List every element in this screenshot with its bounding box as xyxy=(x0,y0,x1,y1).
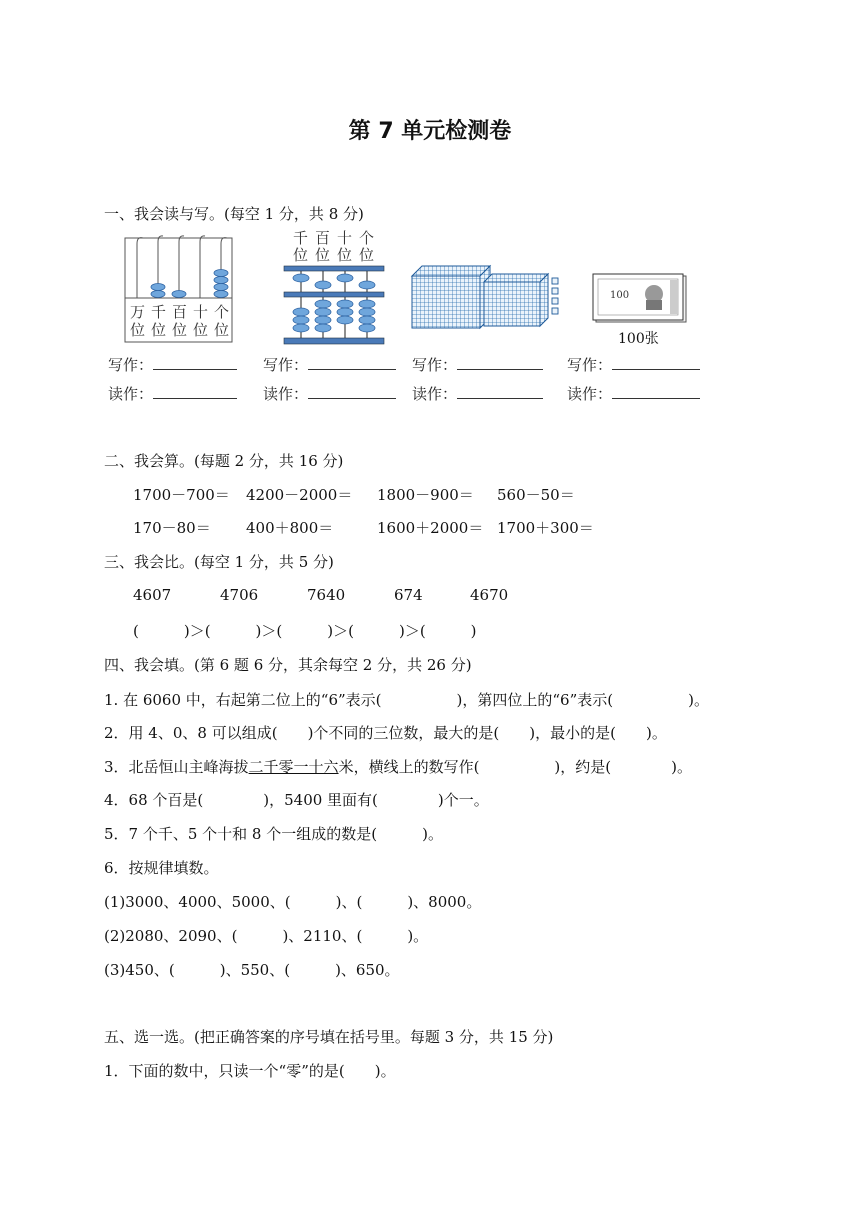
calc-item: 400＋800＝ xyxy=(246,519,334,537)
calc-item: 1700＋300＝ xyxy=(497,519,594,537)
read-answer-blank[interactable] xyxy=(612,384,700,399)
abacus2-label-shi: 十 xyxy=(337,229,353,247)
page-title: 第 7 单元检测卷 xyxy=(348,119,512,144)
read-label: 读作： xyxy=(412,385,458,403)
section3-heading: 三、我会比。(每空 1 分，共 5 分) xyxy=(104,553,334,571)
fill-question-6: 6．按规律填数。 xyxy=(104,859,219,877)
abacus2-label-wei: 位 xyxy=(293,246,309,264)
compare-number: 7640 xyxy=(307,586,346,604)
abacus1-label-wei: 位 xyxy=(172,321,188,339)
abacus2-label-wei: 位 xyxy=(359,246,375,264)
compare-number: 4706 xyxy=(220,586,259,604)
abacus1-label-bai: 百 xyxy=(172,303,188,321)
fill-question-1: 1. 在 6060 中，右起第二位上的“6”表示( )，第四位上的“6”表示( )。 xyxy=(104,691,709,709)
abacus1-label-wei: 位 xyxy=(151,321,167,339)
calc-item: 1600＋2000＝ xyxy=(377,519,484,537)
section4-heading: 四、我会填。(第 6 题 6 分，其余每空 2 分，共 26 分) xyxy=(104,656,472,674)
abacus1-label-shi: 十 xyxy=(193,303,209,321)
write-answer-blank[interactable] xyxy=(308,355,396,370)
banknote-value: 100 xyxy=(610,290,630,301)
section5-heading: 五、选一选。(把正确答案的序号填在括号里。每题 3 分，共 15 分) xyxy=(104,1028,554,1046)
pattern-item-3: (3)450、( )、550、( )、650。 xyxy=(104,961,400,979)
section1-heading: 一、我会读与写。(每空 1 分，共 8 分) xyxy=(104,205,364,223)
abacus-figure-2 xyxy=(280,228,390,346)
abacus1-label-wei: 位 xyxy=(130,321,146,339)
abacus2-label-qian: 千 xyxy=(293,229,309,247)
calc-item: 1800－900＝ xyxy=(377,486,474,504)
abacus2-label-ge: 个 xyxy=(359,229,375,247)
fill-question-3-pre: 3．北岳恒山主峰海拔 xyxy=(104,758,249,776)
read-answer-blank[interactable] xyxy=(457,384,543,399)
read-answer-blank[interactable] xyxy=(153,384,237,399)
abacus1-label-wei: 位 xyxy=(214,321,230,339)
pattern-item-1: (1)3000、4000、5000、( )、( )、8000。 xyxy=(104,893,482,911)
pattern-item-2: (2)2080、2090、( )、2110、( )。 xyxy=(104,927,429,945)
place-value-blocks-figure xyxy=(408,262,568,330)
fill-question-5: 5．7 个千、5 个十和 8 个一组成的数是( )。 xyxy=(104,825,443,843)
read-answer-blank[interactable] xyxy=(308,384,396,399)
banknote-stack-figure xyxy=(590,270,690,326)
fill-question-3-post: 米，横线上的数写作( )，约是( )。 xyxy=(338,758,692,776)
abacus2-label-wei: 位 xyxy=(315,246,331,264)
abacus1-label-qian: 千 xyxy=(151,303,167,321)
compare-number: 674 xyxy=(394,586,423,604)
calc-item: 560－50＝ xyxy=(497,486,575,504)
choice-question-1: 1．下面的数中，只读一个“零”的是( )。 xyxy=(104,1062,396,1080)
abacus1-label-ge: 个 xyxy=(214,303,230,321)
fill-question-4: 4．68 个百是( )，5400 里面有( )个一。 xyxy=(104,791,489,809)
write-label: 写作： xyxy=(263,356,309,374)
read-label: 读作： xyxy=(108,385,154,403)
read-label: 读作： xyxy=(567,385,613,403)
read-label: 读作： xyxy=(263,385,309,403)
section2-heading: 二、我会算。(每题 2 分，共 16 分) xyxy=(104,452,344,470)
write-answer-blank[interactable] xyxy=(153,355,237,370)
fill-question-2: 2．用 4、0、8 可以组成( )个不同的三位数，最大的是( )，最小的是( )。 xyxy=(104,724,667,742)
fill-question-3-underlined: 二千零一十六 xyxy=(248,758,339,776)
fill-question-3 xyxy=(104,756,692,777)
banknote-caption: 100张 xyxy=(618,331,659,347)
abacus-figure-1 xyxy=(118,230,240,344)
compare-answer-row[interactable]: ( )＞( )＞( )＞( )＞( ) xyxy=(133,622,477,640)
compare-number: 4670 xyxy=(470,586,509,604)
write-answer-blank[interactable] xyxy=(612,355,700,370)
abacus2-label-wei: 位 xyxy=(337,246,353,264)
calc-item: 170－80＝ xyxy=(133,519,211,537)
write-label: 写作： xyxy=(567,356,613,374)
abacus2-label-bai: 百 xyxy=(315,229,331,247)
compare-number: 4607 xyxy=(133,586,172,604)
abacus1-label-wan: 万 xyxy=(130,303,146,321)
abacus1-label-wei: 位 xyxy=(193,321,209,339)
write-label: 写作： xyxy=(412,356,458,374)
calc-item: 4200－2000＝ xyxy=(246,486,353,504)
write-label: 写作： xyxy=(108,356,154,374)
write-answer-blank[interactable] xyxy=(457,355,543,370)
calc-item: 1700－700＝ xyxy=(133,486,230,504)
